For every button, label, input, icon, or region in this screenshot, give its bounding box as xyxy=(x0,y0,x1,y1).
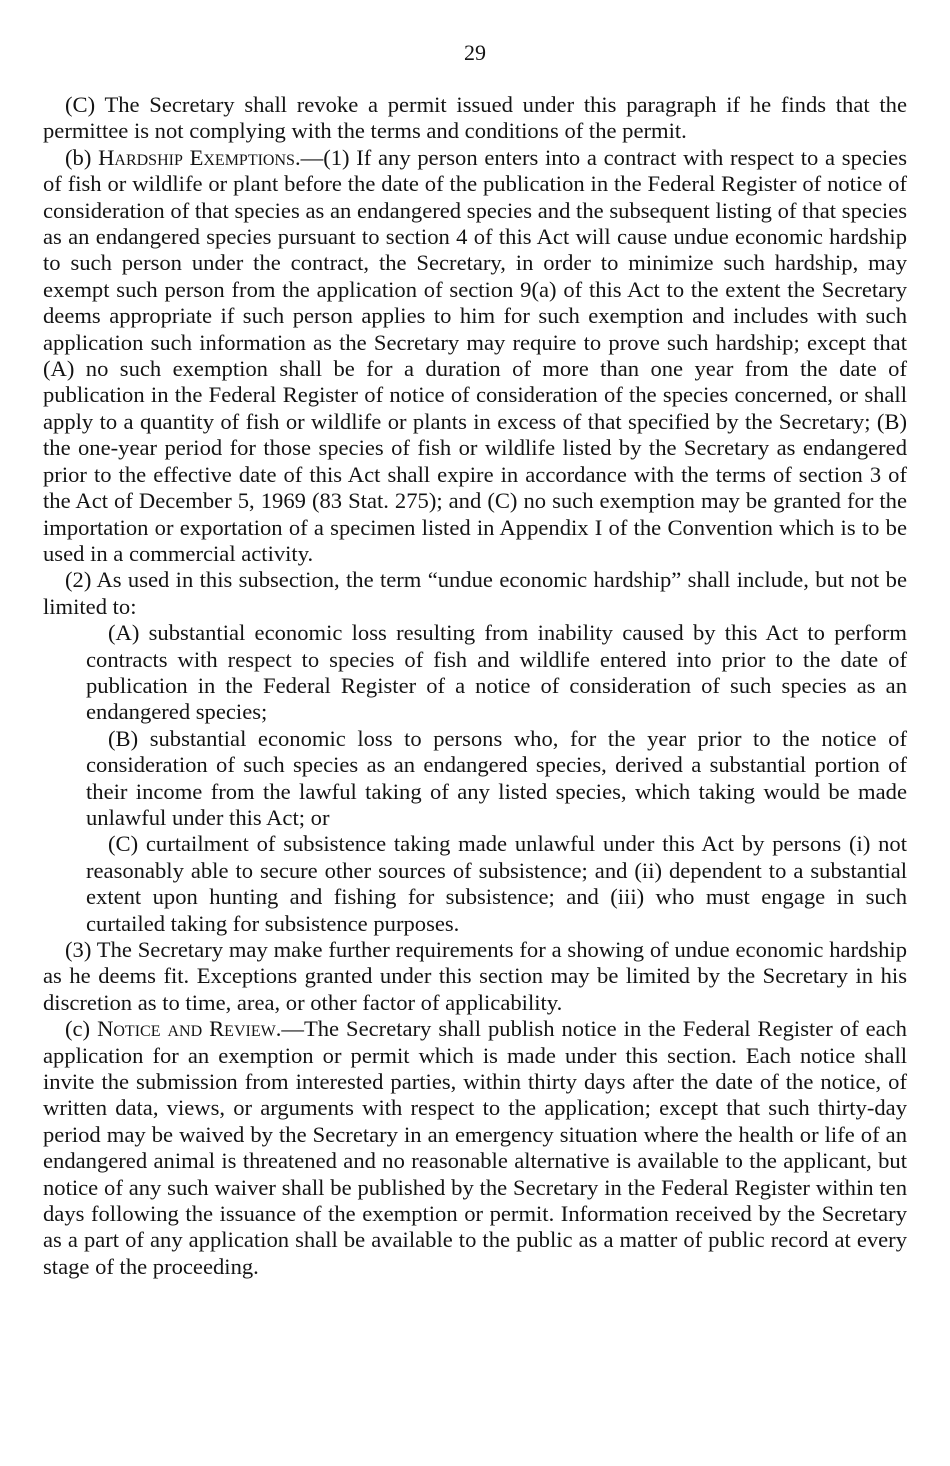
body-text xyxy=(43,92,907,1280)
subparagraph-2c: (C) curtailment of subsistence taking made unlawful under this Act by persons (i) not reasonably able to secure other sources of subsistence; and (ii) dependent to a substantial extent upon hunting and fishing for subsistence; and (iii) who must engage in such curtailed taking for subsistence purposes. xyxy=(86,831,907,936)
subparagraph-2b: (B) substantial economic loss to persons who, for the year prior to the notice of consideration of such species as an endangered species, derived a substantial portion of their income from the lawful taking of any listed species, which taking would be made unlawful under this Act; or xyxy=(86,725,907,830)
paragraph-2-definition: (2) As used in this subsection, the term “undue economic hardship” shall include, but not be limited to: xyxy=(43,567,907,619)
subparagraph-2a: (A) substantial economic loss resulting from inability caused by this Act to perform contracts with respect to species of fish and wildlife entered into prior to the date of publication in the Federal Register of a notice of consideration of such species as an endangered species; xyxy=(86,620,907,725)
paragraph-3-further-requirements: (3) The Secretary may make further requirements for a showing of undue economic hardship as he deems fit. Exceptions granted under this section may be limited by the Secretary in his discretion as to time, area, or other factor of applicability. xyxy=(43,937,907,1015)
paragraph-label: (c) xyxy=(65,1016,98,1042)
paragraph-c-revoke: (C) The Secretary shall revoke a permit issued under this paragraph if he finds that the permittee is not complying with the terms and conditions of the permit. xyxy=(43,92,907,144)
paragraph-label: (b) xyxy=(65,144,99,170)
section-heading-hardship-exemptions: Hardship Exemptions xyxy=(98,144,295,170)
paragraph-text: .—(1) If any person enters into a contract with respect to a species of fish or wildlife or plant before the date of the publication in the Federal Register of notice of consideration of that species as an endangered species and the subsequent listing of that species as an endangered species pursuant to section 4 of this Act will cause undue economic hardship to such person under the contract, the Secretary, in order to minimize such hardship, may exempt such person from the application of section 9(a) of this Act to the extent the Secretary deems appropriate if such person applies to him for such exemption and includes with such application such information as the Secretary may require to prove such hardship; except that (A) no such exemption shall be for a duration of more than one year from the date of publication in the Federal Register of notice of consideration of the species concerned, or shall apply to a quantity of fish or wildlife or plants in excess of that specified by the Secretary; (B) the one-year period for those species of fish or wildlife listed by the Secretary as endangered prior to the effective date of this Act shall expire in accordance with the terms of section 3 of the Act of December 5, 1969 (83 Stat. 275); and (C) no such exemption may be granted for the importation or exportation of a specimen listed in Appendix I of the Convention which is to be used in a commercial activity. xyxy=(43,144,907,566)
page-number: 29 xyxy=(464,40,486,65)
paragraph-text: .—The Secretary shall publish notice in the Federal Register of each application for an exemption or permit which is made under this section. Each notice shall invite the submission from interested parties, within thirty days after the date of the notice, of written data, views, or arguments with respect to the application; except that such thirty-day period may be waived by the Secretary in an emergency situation where the health or life of an endangered animal is threatened and no reasonable alternative is available to the applicant, but notice of any such waiver shall be published by the Secretary in the Federal Register within ten days following the issuance of the exemption or permit. Information received by the Secretary as a part of any application shall be available to the public as a matter of public record at every stage of the proceeding. xyxy=(43,1016,907,1279)
section-heading-notice-and-review: Notice and Review xyxy=(97,1016,276,1042)
paragraph-b-hardship-exemptions xyxy=(43,145,907,568)
paragraph-c-notice-and-review xyxy=(43,1016,907,1280)
